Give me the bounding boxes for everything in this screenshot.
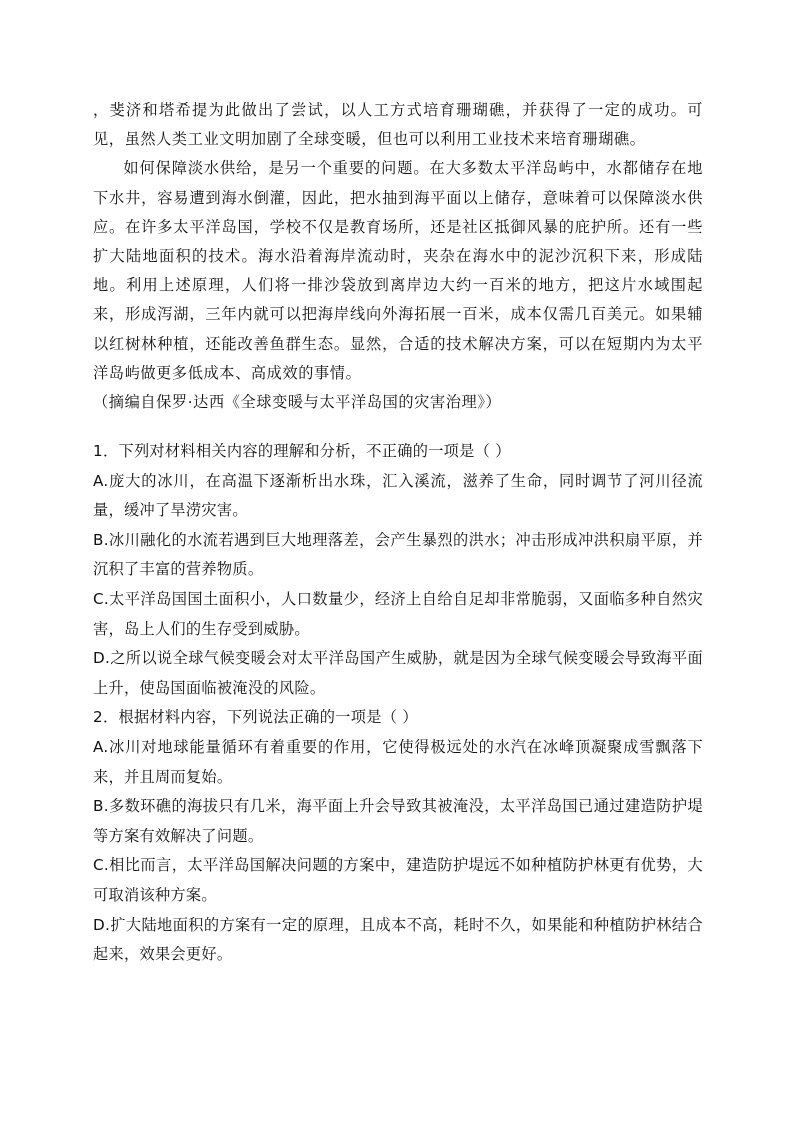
question-1-option-d: D.之所以说全球气候变暖会对太平洋岛国产生威胁，就是因为全球气候变暖会导致海平面上升，使岛国面临被淹没的风险。 xyxy=(93,649,703,697)
question-1-option-c: C.太平洋岛国国土面积小，人口数量少，经济上自给自足却非常脆弱，又面临多种自然灾害，岛上人们的生存受到威胁。 xyxy=(93,589,703,638)
passage-source: （摘编自保罗·达西《全球变暖与太平洋岛国的灾害治理》） xyxy=(93,393,502,412)
question-2-option-b: B.多数环礁的海拔只有几米，海平面上升会导致其被淹没，太平洋岛国已通过建造防护堤等方案有效解决了问题。 xyxy=(93,797,703,845)
question-2-stem: 2．根据材料内容，下列说法正确的一项是（ ） xyxy=(93,708,418,727)
question-list xyxy=(93,437,703,970)
question-2-option-c: C.相比而言，太平洋岛国解决问题的方案中，建造防护堤远不如种植防护林更有优势，大可取消该种方案。 xyxy=(93,856,703,904)
passage-paragraph-2: 如何保障淡水供给，是另一个重要的问题。在大多数太平洋岛屿中，水都储存在地下水井，容易遭到海水倒灌，因此，把水抽到海平面以上储存，意味着可以保障淡水供应。在许多太平洋岛国，学校不仅是教育场所，还是社区抵御风暴的庇护所。还有一些扩大陆地面积的技术。海水沿着海岸流动时，夹杂在海水中的泥沙沉积下来，形成陆地。利用上述原理，人们将一排沙袋放到离岸边大约一百米的地方，把这片水域围起来，形成泻湖，三年内就可以把海岸线向外海拓展一百米，成本仅需几百美元。如果辅以红树林种植，还能改善鱼群生态。显然，合适的技术解决方案，可以在短期内为太平洋岛屿做更多低成本、高成效的事情。 xyxy=(93,159,703,382)
question-2-option-a: A.冰川对地球能量循环有着重要的作用，它使得极远处的水汽在冰峰顶凝聚成雪飘落下来，并且周而复始。 xyxy=(93,737,703,786)
question-1-option-b: B.冰川融化的水流若遇到巨大地理落差，会产生暴烈的洪水；冲击形成冲洪积扇平原，并沉积了丰富的营养物质。 xyxy=(93,530,703,579)
question-1-stem: 1．下列对材料相关内容的理解和分析，不正确的一项是（ ） xyxy=(93,442,511,460)
reading-passage xyxy=(93,96,703,417)
passage-paragraph-1: ，斐济和塔希提为此做出了尝试，以人工方式培育珊瑚礁，并获得了一定的成功。可见，虽然人类工业文明加剧了全球变暖，但也可以利用工业技术来培育珊瑚礁。 xyxy=(93,101,703,149)
question-2-option-d: D.扩大陆地面积的方案有一定的原理，且成本不高，耗时不久，如果能和种植防护林结合起来，效果会更好。 xyxy=(93,915,703,964)
question-1-option-a: A.庞大的冰川，在高温下逐渐析出水珠，汇入溪流，滋养了生命，同时调节了河川径流量，缓冲了旱涝灾害。 xyxy=(93,471,703,520)
